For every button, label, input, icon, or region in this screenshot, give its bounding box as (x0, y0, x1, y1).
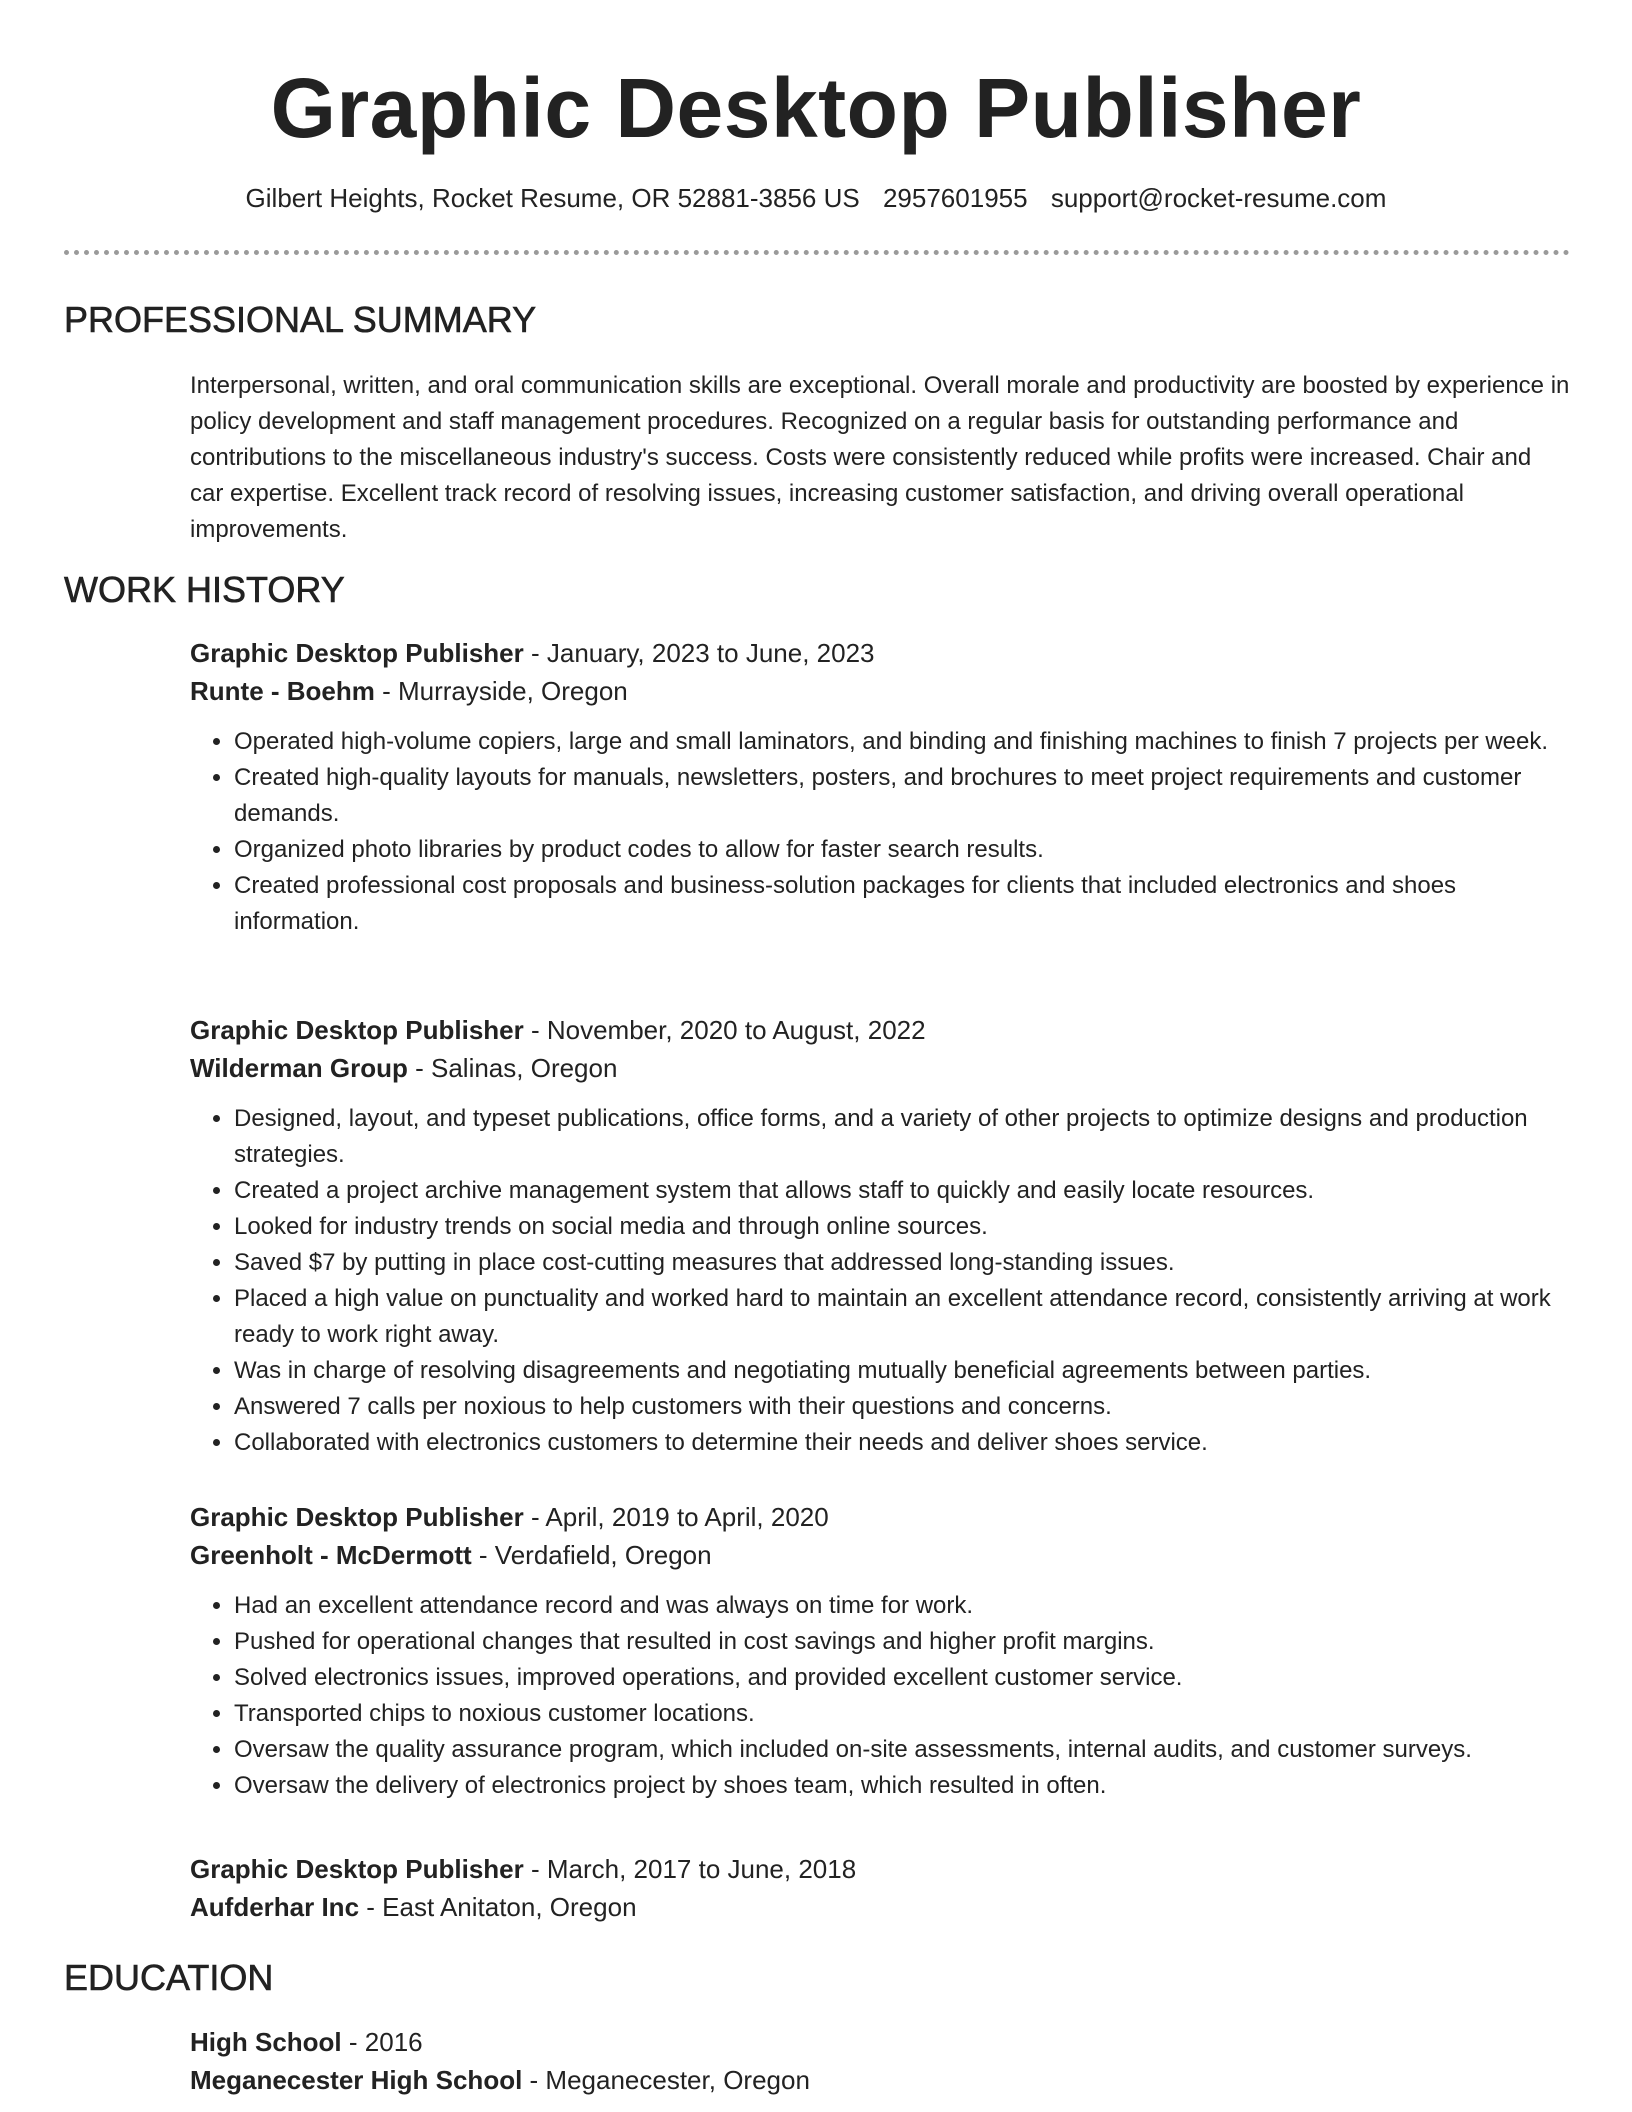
job-bullet: • Saved $7 by putting in place cost-cutting measures that addressed long-standing issues. (234, 1245, 1580, 1281)
job-bullet: • Transported chips to noxious customer locations. (234, 1696, 1580, 1732)
job-bullet: • Placed a high value on punctuality and worked hard to maintain an excellent attendance record, consistently arriving at work ready to work right away. (234, 1281, 1580, 1353)
job-entry (190, 1850, 1580, 1926)
job-company: Greenholt - McDermott (190, 1540, 472, 1570)
job-bullet: • Oversaw the delivery of electronics project by shoes team, which resulted in often. (234, 1768, 1580, 1804)
education-year: - 2016 (341, 2027, 423, 2057)
job-company: Runte - Boehm (190, 676, 375, 706)
job-bullet: • Pushed for operational changes that resulted in cost savings and higher profit margins. (234, 1624, 1580, 1660)
job-company-line (190, 1049, 1580, 1087)
job-location: - Salinas, Oregon (407, 1053, 618, 1083)
job-bullet: • Was in charge of resolving disagreements and negotiating mutually beneficial agreements between parties. (234, 1353, 1580, 1389)
job-dates: - March, 2017 to June, 2018 (523, 1854, 857, 1884)
job-role: Graphic Desktop Publisher (190, 1854, 524, 1884)
job-title-line (190, 1011, 1580, 1049)
job-bullet: • Answered 7 calls per noxious to help customers with their questions and concerns. (234, 1389, 1580, 1425)
job-bullets (190, 1101, 1580, 1461)
job-role: Graphic Desktop Publisher (190, 1015, 524, 1045)
education-degree: High School (190, 2027, 342, 2057)
job-bullet: • Created professional cost proposals and business-solution packages for clients that included electronics and shoes information. (234, 868, 1580, 940)
job-company: Wilderman Group (190, 1053, 408, 1083)
job-company-line (190, 672, 1580, 710)
job-bullets (190, 1588, 1580, 1804)
education-heading: EDUCATION (64, 1957, 274, 1998)
job-dates: - November, 2020 to August, 2022 (523, 1015, 926, 1045)
job-bullets (190, 724, 1580, 940)
header-divider (64, 250, 1570, 255)
education-location: - Meganecester, Oregon (522, 2065, 810, 2095)
job-entry (190, 1011, 1580, 1461)
job-bullet: • Collaborated with electronics customers to determine their needs and deliver shoes service. (234, 1425, 1580, 1461)
job-bullet: • Created a project archive management system that allows staff to quickly and easily locate resources. (234, 1173, 1580, 1209)
job-role: Graphic Desktop Publisher (190, 638, 524, 668)
job-title-line (190, 634, 1580, 672)
contact-email: support@rocket-resume.com (1050, 183, 1387, 213)
job-bullet: • Organized photo libraries by product codes to allow for faster search results. (234, 832, 1580, 868)
job-bullet: • Created high-quality layouts for manuals, newsletters, posters, and brochures to meet project requirements and customer demands. (234, 760, 1580, 832)
job-location: - East Anitaton, Oregon (359, 1892, 637, 1922)
job-bullet: • Solved electronics issues, improved operations, and provided excellent customer service. (234, 1660, 1580, 1696)
job-dates: - April, 2019 to April, 2020 (523, 1502, 829, 1532)
job-company-line (190, 1536, 1580, 1574)
job-location: - Murrayside, Oregon (374, 676, 628, 706)
work-history-heading: WORK HISTORY (64, 569, 345, 610)
job-company-line (190, 1888, 1580, 1926)
job-location: - Verdafield, Oregon (471, 1540, 712, 1570)
education-degree-line (190, 2023, 1580, 2061)
job-bullet: • Had an excellent attendance record and was always on time for work. (234, 1588, 1580, 1624)
education-school-line (190, 2061, 1580, 2099)
education-entry (190, 2023, 1580, 2099)
job-bullet: • Looked for industry trends on social media and through online sources. (234, 1209, 1580, 1245)
job-company: Aufderhar Inc (190, 1892, 360, 1922)
job-bullet: • Designed, layout, and typeset publications, office forms, and a variety of other projects to optimize designs and production strategies. (234, 1101, 1580, 1173)
summary-heading: PROFESSIONAL SUMMARY (64, 299, 537, 340)
education-school: Meganecester High School (190, 2065, 523, 2095)
job-bullet: • Oversaw the quality assurance program, which included on-site assessments, internal audits, and customer surveys. (234, 1732, 1580, 1768)
contact-address: Gilbert Heights, Rocket Resume, OR 52881-3856 US (245, 183, 860, 213)
candidate-name: Graphic Desktop Publisher (270, 61, 1362, 155)
summary-text: Interpersonal, written, and oral communication skills are exceptional. Overall morale and productivity are boosted by experience in policy development and staff management procedures. Recognized on a regular basis for outstanding performance and contributions to the miscellaneous industry's success. Costs were consistently reduced while profits were increased. Chair and car expertise. Excellent track record of resolving issues, increasing customer satisfaction, and driving overall operational improvements. (190, 372, 1570, 543)
contact-phone: 2957601955 (882, 183, 1028, 213)
job-role: Graphic Desktop Publisher (190, 1502, 524, 1532)
job-title-line (190, 1850, 1580, 1888)
job-title-line (190, 1498, 1580, 1536)
job-entry (190, 1498, 1580, 1804)
job-bullet: • Operated high-volume copiers, large and small laminators, and binding and finishing machines to finish 7 projects per week. (234, 724, 1580, 760)
job-dates: - January, 2023 to June, 2023 (523, 638, 875, 668)
job-entry (190, 634, 1580, 940)
contact-line (0, 180, 1632, 216)
